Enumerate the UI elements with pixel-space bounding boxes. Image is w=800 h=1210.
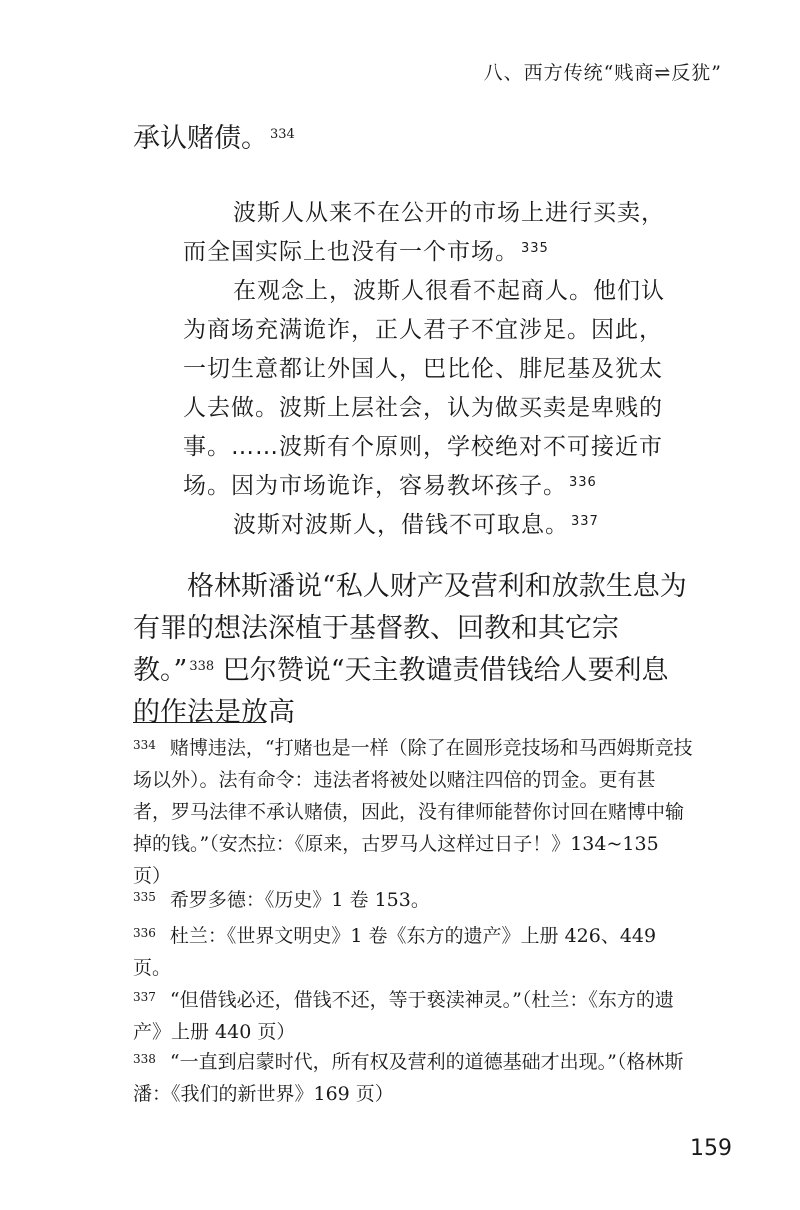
footnote-number: 338 <box>133 1052 156 1066</box>
footnote-divider <box>133 722 265 723</box>
footnote-ref-335: 335 <box>521 241 549 256</box>
quote-text: 在观念上，波斯人很看不起商人。他们认为商场充满诡诈，正人君子不宜涉足。因此，一切生意都让外国人，巴比伦、腓尼基及犹太人去做。波斯上层社会，认为做买卖是卑贱的事。……波斯有个原则，学校绝对不可接近市场。因为市场诡诈，容易教坏孩子。 <box>183 278 665 499</box>
footnote-number: 337 <box>133 990 156 1004</box>
block-quote-1 <box>183 194 683 272</box>
footnote-number: 334 <box>133 738 156 752</box>
footnote-ref-337: 337 <box>571 514 599 529</box>
quote-text: 波斯对波斯人，借钱不可取息。 <box>233 512 569 538</box>
block-quote-3 <box>183 506 683 545</box>
running-header: 八、西方传统“贱商⇌反犹” <box>483 62 722 84</box>
footnote-text: 希罗多德：《历史》1 卷 153。 <box>169 889 430 911</box>
footnote-text: “一直到启蒙时代，所有权及营利的道德基础才出现。”（格林斯潘：《我们的新世界》169 页） <box>133 1051 684 1105</box>
body-paragraph-2 <box>133 566 693 734</box>
footnote-337 <box>133 984 693 1048</box>
paragraph-text-continued: 巴尔赞说“天主教谴责借钱给人要利息的作法是放高 <box>133 655 669 728</box>
quote-text: 波斯人从来不在公开的市场上进行买卖，而全国实际上也没有一个市场。 <box>183 200 665 265</box>
footnote-ref-338: 338 <box>189 659 215 674</box>
footnote-text: 杜兰：《世界文明史》1 卷《东方的遗产》上册 426、449 页。 <box>133 925 657 979</box>
page-number: 159 <box>690 1136 732 1161</box>
footnote-336 <box>133 920 693 984</box>
body-paragraph-1 <box>133 118 693 160</box>
footnote-number: 335 <box>133 890 156 904</box>
block-quote-2 <box>183 272 683 506</box>
footnote-ref-336: 336 <box>569 475 597 490</box>
footnote-335 <box>133 884 693 916</box>
footnote-number: 336 <box>133 926 156 940</box>
footnote-ref-334: 334 <box>270 127 295 142</box>
paragraph-text: 格林斯潘说“私人财产及营利和放款生息为有罪的想法深植于基督教、回教和其它宗教。” <box>133 571 687 686</box>
footnote-334 <box>133 732 693 892</box>
footnote-338 <box>133 1046 693 1110</box>
footnote-text: “但借钱必还，借钱不还，等于亵渎神灵。”（杜兰：《东方的遗产》上册 440 页） <box>133 989 674 1043</box>
paragraph-text: 承认赌债。 <box>133 123 268 154</box>
footnote-text: 赌博违法，“打赌也是一样（除了在圆形竞技场和马西姆斯竞技场以外）。法有命令：违法者将被处以赌注四倍的罚金。更有甚者，罗马法律不承认赌债，因此，没有律师能替你讨回在赌博中输掉的钱。”（安杰拉：《原来，古罗马人这样过日子！》134~135 页） <box>133 737 693 887</box>
